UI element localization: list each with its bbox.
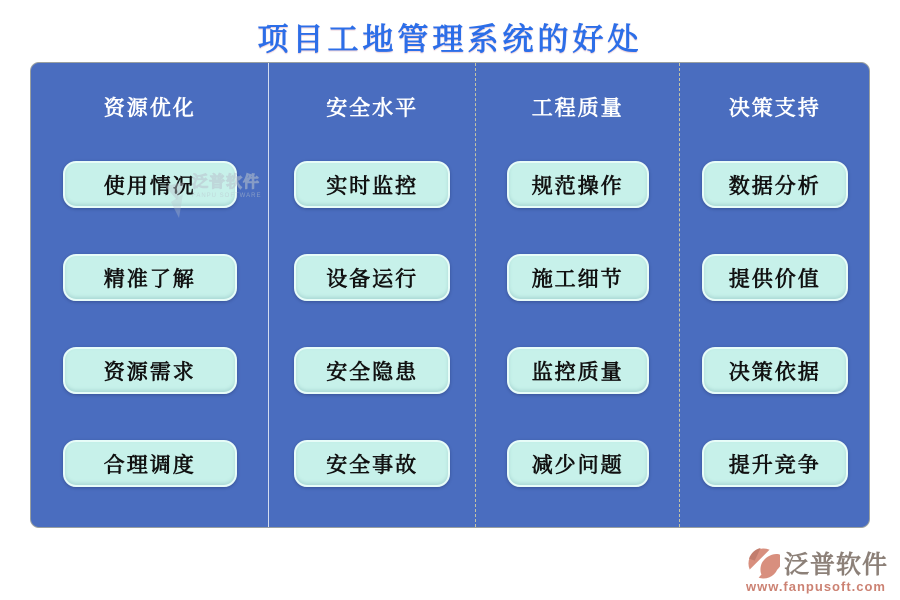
benefit-button[interactable]: 资源需求 <box>63 347 237 394</box>
column-header: 资源优化 <box>103 96 196 120</box>
benefit-button[interactable]: 设备运行 <box>294 254 450 301</box>
benefit-button[interactable]: 安全事故 <box>294 440 450 487</box>
fanpu-logo-icon <box>747 547 780 580</box>
page-title: 项目工地管理系统的好处 <box>257 22 643 57</box>
benefit-button[interactable]: 使用情况 <box>63 161 237 208</box>
button-stack <box>63 161 237 487</box>
column-safety-level <box>268 63 475 527</box>
benefit-button[interactable]: 提供价值 <box>702 254 848 301</box>
column-resource-optimization <box>31 63 268 527</box>
button-stack <box>507 161 649 487</box>
column-engineering-quality <box>475 63 680 527</box>
benefit-button[interactable]: 精准了解 <box>63 254 237 301</box>
brand-url[interactable]: www.fanpusoft.com <box>745 579 886 594</box>
benefit-button[interactable]: 监控质量 <box>507 347 649 394</box>
benefits-panel <box>30 62 870 528</box>
benefit-button[interactable]: 规范操作 <box>507 161 649 208</box>
benefit-button[interactable]: 减少问题 <box>507 440 649 487</box>
benefit-button[interactable]: 合理调度 <box>63 440 237 487</box>
benefit-button[interactable]: 数据分析 <box>702 161 848 208</box>
watermark-subtitle: FANPU SOFTWARE <box>192 193 262 199</box>
button-stack <box>294 161 450 487</box>
benefit-button[interactable]: 安全隐患 <box>294 347 450 394</box>
button-stack <box>702 161 848 487</box>
column-header: 安全水平 <box>326 96 419 120</box>
benefit-button[interactable]: 实时监控 <box>294 161 450 208</box>
column-header: 工程质量 <box>531 96 624 120</box>
column-header: 决策支持 <box>728 96 821 120</box>
benefit-button[interactable]: 施工细节 <box>507 254 649 301</box>
benefit-button[interactable]: 决策依据 <box>702 347 848 394</box>
benefit-button[interactable]: 提升竞争 <box>702 440 848 487</box>
fanpu-brand-link[interactable] <box>747 545 888 581</box>
fanpu-brand <box>746 545 888 594</box>
column-decision-support <box>679 63 869 527</box>
brand-name: 泛普软件 <box>783 552 888 579</box>
